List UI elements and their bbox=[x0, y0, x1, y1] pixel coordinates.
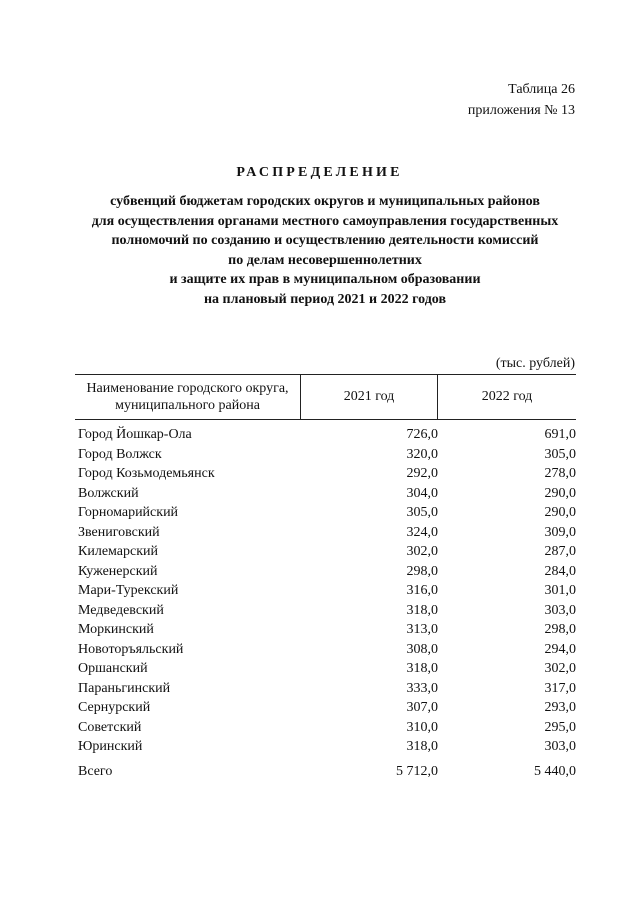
document-subtitle bbox=[40, 192, 610, 310]
row-name: Город Козьмодемьянск bbox=[78, 466, 215, 481]
row-value-2022: 309,0 bbox=[544, 524, 576, 540]
row-value-2022: 303,0 bbox=[544, 602, 576, 618]
table-total-row bbox=[75, 762, 576, 782]
row-value-2021: 307,0 bbox=[406, 700, 438, 715]
total-label: Всего bbox=[78, 764, 113, 779]
subtitle-line: субвенций бюджетам городских округов и муниципальных районов bbox=[110, 194, 540, 209]
row-value-2021: 333,0 bbox=[406, 680, 438, 696]
row-value-2022: 317,0 bbox=[544, 680, 576, 696]
row-name: Килемарский bbox=[78, 544, 159, 559]
row-value-2021: 304,0 bbox=[406, 485, 438, 501]
row-value-2021: 320,0 bbox=[406, 446, 438, 462]
row-value-2021: 316,0 bbox=[406, 583, 438, 598]
row-value-2022: 287,0 bbox=[544, 544, 576, 559]
row-value-2022: 298,0 bbox=[544, 622, 576, 637]
table-row bbox=[75, 503, 576, 523]
table-row bbox=[75, 718, 576, 738]
table-row bbox=[75, 679, 576, 699]
subtitle-line: полномочий по созданию и осуществлению деятельности комиссий bbox=[111, 233, 539, 249]
document-title: РАСПРЕДЕЛЕНИЕ bbox=[236, 165, 403, 180]
row-value-2021: 298,0 bbox=[406, 563, 438, 579]
units-label: (тыс. рублей) bbox=[495, 356, 575, 371]
row-name: Куженерский bbox=[78, 563, 158, 579]
table-row bbox=[75, 523, 576, 543]
row-value-2021: 318,0 bbox=[406, 602, 438, 618]
table-row bbox=[75, 601, 576, 621]
column-header-name-line: муниципального района bbox=[115, 398, 260, 413]
table-row bbox=[75, 484, 576, 504]
row-value-2021: 308,0 bbox=[406, 641, 438, 657]
row-value-2021: 305,0 bbox=[406, 505, 438, 520]
row-value-2022: 293,0 bbox=[544, 700, 576, 715]
row-value-2022: 294,0 bbox=[544, 641, 576, 657]
table-number: Таблица 26 bbox=[508, 82, 575, 97]
subtitle-line: и защите их прав в муниципальном образовании bbox=[169, 272, 481, 288]
row-value-2022: 305,0 bbox=[544, 446, 576, 462]
table-row bbox=[75, 464, 576, 484]
row-value-2022: 290,0 bbox=[544, 485, 576, 501]
table-row bbox=[75, 425, 576, 445]
column-header-2022: 2022 год bbox=[481, 389, 533, 404]
row-value-2021: 310,0 bbox=[406, 719, 438, 735]
row-value-2022: 284,0 bbox=[544, 563, 576, 579]
total-2022: 5 440,0 bbox=[534, 764, 576, 779]
column-header-name bbox=[75, 375, 300, 419]
table-row bbox=[75, 542, 576, 562]
row-value-2022: 278,0 bbox=[544, 466, 576, 481]
subtitle-line: на плановый период 2021 и 2022 годов bbox=[203, 291, 447, 307]
row-name: Медведевский bbox=[78, 602, 164, 618]
row-name: Город Волжск bbox=[78, 446, 162, 462]
row-value-2021: 318,0 bbox=[406, 739, 438, 754]
row-value-2022: 302,0 bbox=[544, 661, 576, 676]
table-row bbox=[75, 445, 576, 465]
row-name: Горномарийский bbox=[78, 505, 179, 520]
row-value-2021: 302,0 bbox=[406, 544, 438, 559]
table-row bbox=[75, 562, 576, 582]
table-row bbox=[75, 581, 576, 601]
column-header-2021: 2021 год bbox=[343, 389, 395, 404]
row-value-2021: 726,0 bbox=[406, 427, 438, 442]
row-value-2021: 292,0 bbox=[406, 466, 438, 481]
row-name: Юринский bbox=[78, 739, 143, 754]
row-value-2021: 313,0 bbox=[406, 622, 438, 637]
row-value-2021: 324,0 bbox=[406, 524, 438, 540]
subtitle-line: для осуществления органами местного самоуправления государственных bbox=[91, 213, 559, 229]
table-body bbox=[75, 425, 576, 757]
total-2021: 5 712,0 bbox=[396, 764, 438, 779]
row-name: Моркинский bbox=[78, 622, 154, 637]
table-reference bbox=[468, 79, 575, 121]
column-header-name-line: Наименование городского округа, bbox=[86, 381, 289, 396]
row-value-2022: 295,0 bbox=[544, 719, 576, 735]
table-row bbox=[75, 698, 576, 718]
table-row bbox=[75, 620, 576, 640]
row-name: Новоторъяльский bbox=[78, 641, 184, 657]
row-name: Мари-Турекский bbox=[78, 583, 179, 598]
row-value-2022: 303,0 bbox=[544, 739, 576, 754]
subtitle-line: по делам несовершеннолетних bbox=[228, 252, 422, 268]
row-name: Оршанский bbox=[78, 661, 148, 676]
row-name: Сернурский bbox=[78, 700, 151, 715]
row-value-2022: 290,0 bbox=[544, 505, 576, 520]
row-value-2021: 318,0 bbox=[406, 661, 438, 676]
row-name: Звениговский bbox=[78, 524, 160, 540]
row-name: Город Йошкар-Ола bbox=[78, 427, 192, 442]
row-name: Параньгинский bbox=[78, 680, 171, 696]
row-value-2022: 691,0 bbox=[544, 427, 576, 442]
table-header bbox=[75, 374, 576, 420]
row-name: Волжский bbox=[78, 485, 139, 501]
row-value-2022: 301,0 bbox=[544, 583, 576, 598]
appendix-number: приложения № 13 bbox=[467, 103, 575, 118]
table-row bbox=[75, 737, 576, 757]
table-row bbox=[75, 659, 576, 679]
row-name: Советский bbox=[78, 719, 142, 735]
table-row bbox=[75, 640, 576, 660]
